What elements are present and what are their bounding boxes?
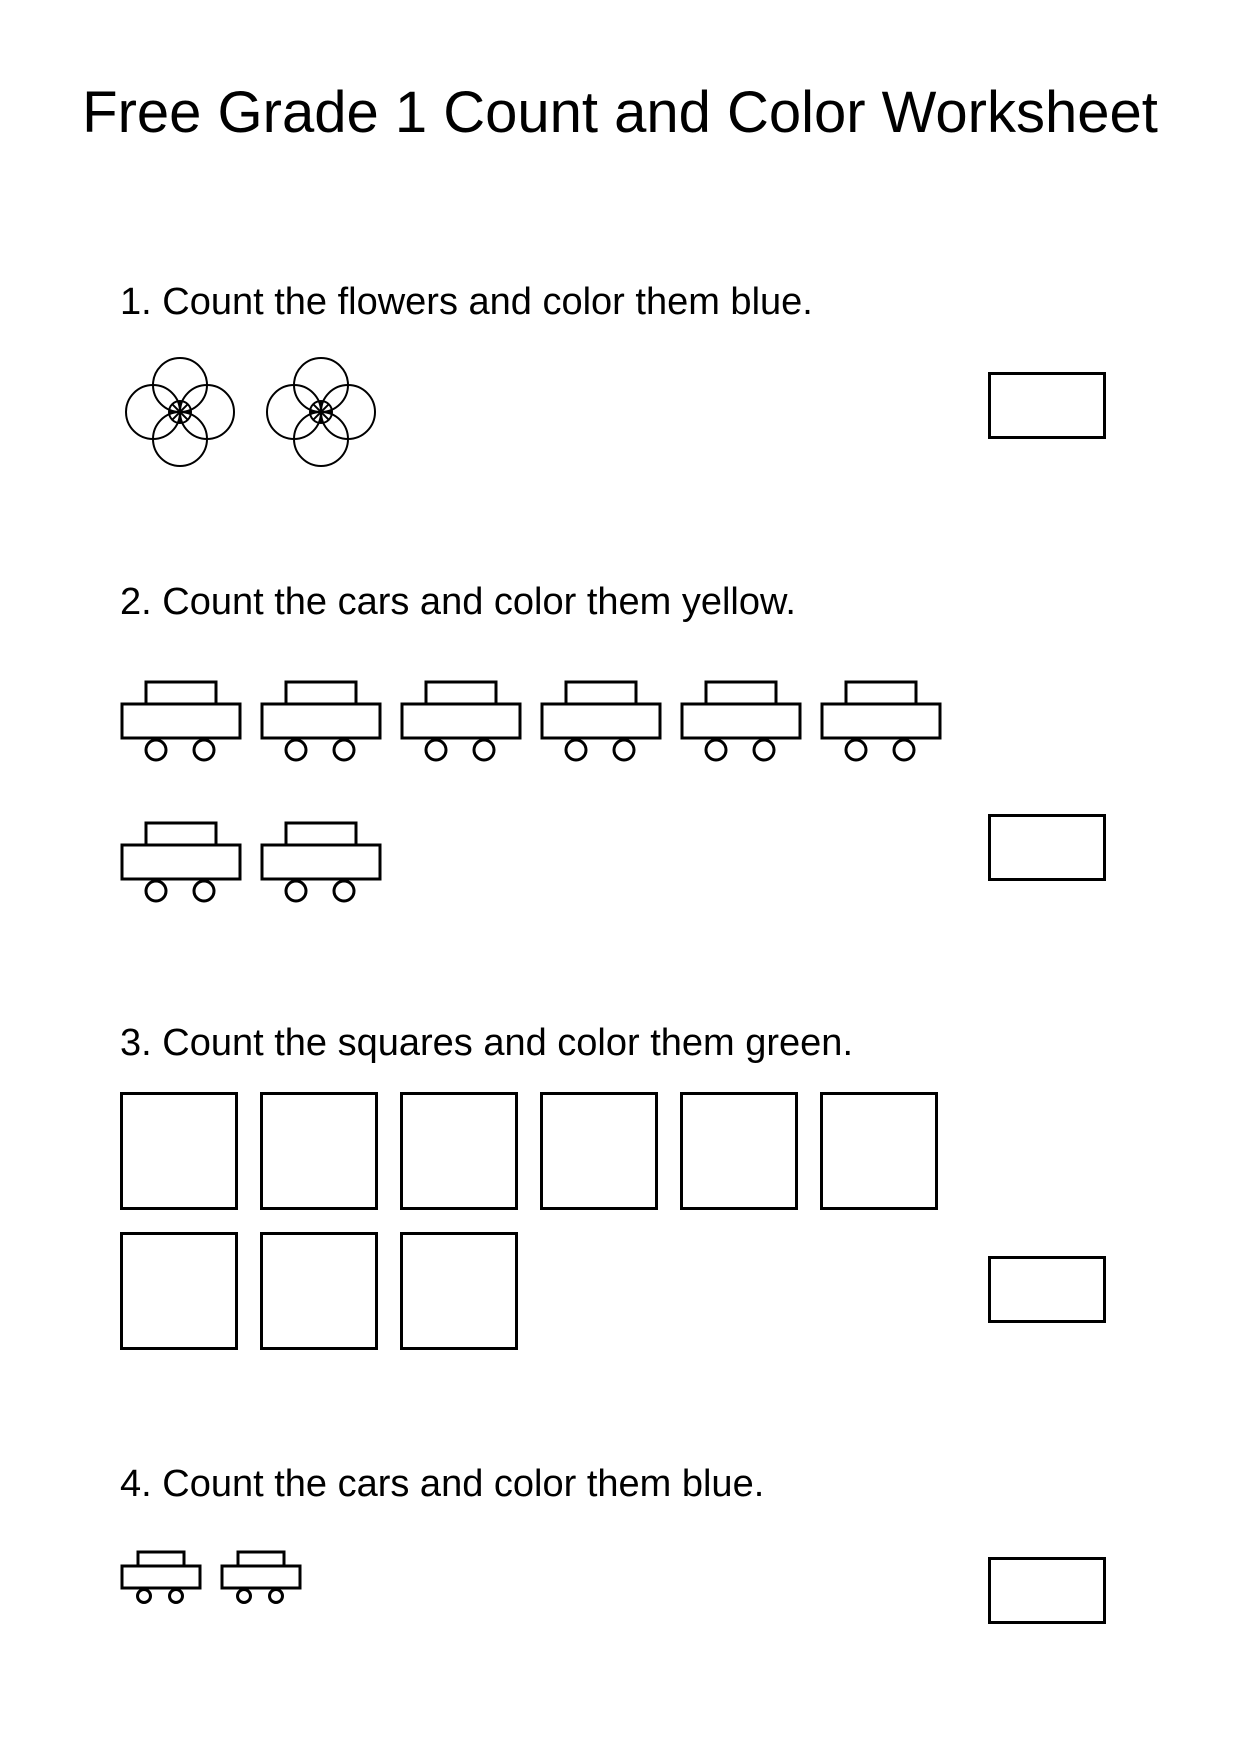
- question-2-text: 2. Count the cars and color them yellow.: [120, 581, 796, 623]
- square-shape: [400, 1092, 518, 1210]
- square-shape: [400, 1232, 518, 1350]
- answer-box-4[interactable]: [988, 1557, 1106, 1624]
- car-icon: [540, 680, 662, 762]
- square-shape: [120, 1092, 238, 1210]
- car-icon: [820, 680, 942, 762]
- question-3-text: 3. Count the squares and color them green.: [120, 1022, 854, 1064]
- car-icon: [120, 680, 242, 762]
- question-4-text: 4. Count the cars and color them blue.: [120, 1463, 765, 1505]
- answer-box-2[interactable]: [988, 814, 1106, 881]
- flower-icon: [265, 356, 377, 468]
- car-icon: [680, 680, 802, 762]
- worksheet-title: Free Grade 1 Count and Color Worksheet: [82, 80, 1158, 145]
- car-icon: [400, 680, 522, 762]
- square-shape: [260, 1232, 378, 1350]
- car-icon: [260, 821, 382, 903]
- square-shape: [120, 1232, 238, 1350]
- car-icon: [220, 1550, 302, 1606]
- square-shape: [540, 1092, 658, 1210]
- car-icon: [120, 1550, 202, 1606]
- answer-box-3[interactable]: [988, 1256, 1106, 1323]
- square-shape: [820, 1092, 938, 1210]
- square-shape: [680, 1092, 798, 1210]
- question-1-text: 1. Count the flowers and color them blue.: [120, 281, 813, 323]
- flower-icon: [124, 356, 236, 468]
- answer-box-1[interactable]: [988, 372, 1106, 439]
- car-icon: [260, 680, 382, 762]
- car-icon: [120, 821, 242, 903]
- square-shape: [260, 1092, 378, 1210]
